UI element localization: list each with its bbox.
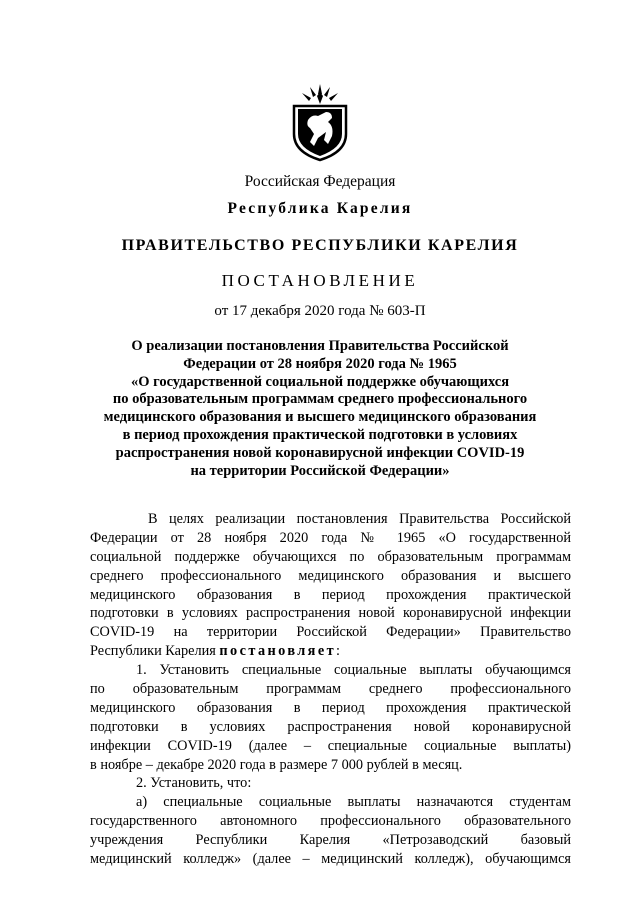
title-line: в период прохождения практической подготовки в условиях: [122, 426, 518, 443]
body-line: 1. Установить специальные социальные выплаты обучающимся: [136, 662, 571, 679]
body-line: подготовки в условиях распространения новой коронавирусной: [90, 718, 571, 735]
body-line: по образовательным программам среднего профессионального: [90, 681, 571, 698]
title-line: Федерации от 28 ноября 2020 года № 1965: [183, 355, 457, 372]
country-name: Российская Федерация: [244, 173, 396, 190]
title-line: распространения новой коронавирусной инфекции COVID-19: [115, 444, 525, 461]
document-type: ПОСТАНОВЛЕНИЕ: [221, 271, 419, 290]
body-line: подготовки в условиях распространения новой коронавирусной инфекции: [90, 605, 571, 622]
title-line: по образовательным программам среднего профессионального: [112, 391, 528, 408]
body-line: государственного автономного профессионального образовательного: [90, 813, 571, 830]
government-name: ПРАВИТЕЛЬСТВО РЕСПУБЛИКИ КАРЕЛИЯ: [121, 237, 519, 254]
body-text: :: [336, 643, 340, 660]
body-line: Федерации от 28 ноября 2020 года № 1965 «О государственной: [90, 529, 571, 546]
title-line: О реализации постановления Правительства Российской: [131, 338, 509, 354]
body-line: медицинский колледж» (далее – медицинский колледж), обучающимся: [90, 851, 571, 868]
body-line: COVID-19 на территории Российской Федерации» Правительство: [90, 624, 571, 641]
body-line: а) специальные социальные выплаты назначаются студентам: [136, 794, 571, 811]
body-line: медицинского образования в период прохождения практической: [90, 699, 571, 716]
republic-name: Республика Карелия: [227, 200, 413, 217]
document-title: [0, 338, 640, 480]
body-line: инфекции COVID-19 (далее – специальные социальные выплаты): [90, 737, 571, 754]
document-date-number: от 17 декабря 2020 года № 603-П: [214, 303, 426, 319]
body-text: Республики Карелия: [90, 643, 220, 660]
body-line: среднего профессионального медицинского образования и высшего: [90, 567, 571, 584]
title-line: «О государственной социальной поддержке обучающихся: [130, 373, 510, 390]
document-body: [90, 510, 571, 869]
resolves-word: постановляет: [219, 643, 336, 660]
karelia-coat-of-arms-icon: [288, 82, 352, 162]
body-line: в ноябре – декабре 2020 года в размере 7 000 рублей в месяц.: [90, 756, 463, 773]
title-line: на территории Российской Федерации»: [190, 462, 450, 479]
body-line: [90, 642, 571, 661]
body-line: 2. Установить, что:: [136, 775, 252, 792]
title-line: медицинского образования и высшего медицинского образования: [103, 409, 537, 426]
body-line: В целях реализации постановления Правительства Российской: [148, 511, 571, 527]
body-line: медицинского образования в период прохождения практической: [90, 586, 571, 603]
body-line: учреждения Республики Карелия «Петрозаводский базовый: [90, 832, 571, 849]
body-line: социальной поддержке обучающихся по образовательным программам: [90, 548, 571, 565]
